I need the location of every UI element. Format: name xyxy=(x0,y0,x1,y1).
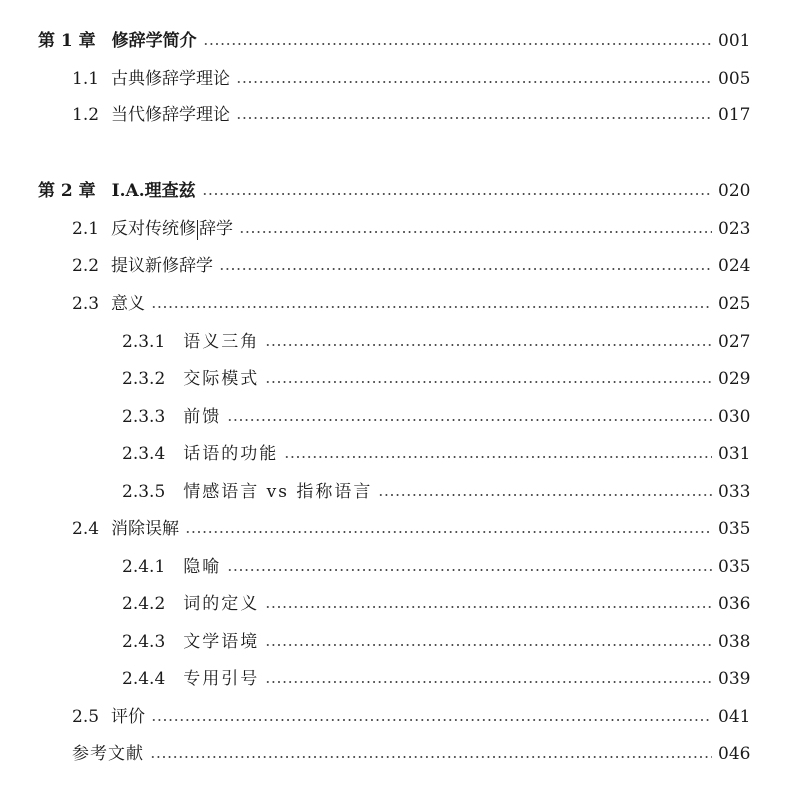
dot-leader xyxy=(378,494,712,496)
toc-references[interactable] xyxy=(72,739,750,769)
subsection-title: 专用引号 xyxy=(183,669,260,689)
chapter-title: 修辞学简介 xyxy=(111,31,197,51)
dot-leader xyxy=(265,606,712,608)
section-number: 2.2 xyxy=(72,256,100,276)
dot-leader xyxy=(151,306,712,308)
toc-section-2-4[interactable] xyxy=(72,514,750,544)
page-number: 039 xyxy=(718,669,751,689)
toc-subsection-2-3-3[interactable] xyxy=(122,402,750,432)
toc-chapter-1[interactable] xyxy=(38,26,750,56)
dot-leader xyxy=(150,756,712,758)
chapter-number: 第 1 章 xyxy=(38,31,96,51)
toc-subsection-2-3-2[interactable] xyxy=(122,364,750,394)
subsection-number: 2.4.4 xyxy=(122,669,166,689)
section-title: 当代修辞学理论 xyxy=(111,105,231,125)
page-number: 036 xyxy=(718,594,751,614)
subsection-title: 情感语言 vs 指称语言 xyxy=(183,482,373,502)
chapter-number: 第 2 章 xyxy=(38,181,96,201)
subsection-number: 2.3.4 xyxy=(122,444,166,464)
toc-subsection-2-4-2[interactable] xyxy=(122,589,750,619)
subsection-number: 2.3.5 xyxy=(122,482,166,502)
subsection-title: 前馈 xyxy=(183,407,222,427)
subsection-title: 语义三角 xyxy=(183,332,260,352)
section-title xyxy=(99,214,233,244)
subsection-number: 2.3.3 xyxy=(122,407,166,427)
section-number: 1.2 xyxy=(72,105,100,125)
subsection-number: 2.4.2 xyxy=(122,594,166,614)
section-title: 提议新修辞学 xyxy=(111,256,214,276)
page-number: 023 xyxy=(718,219,751,239)
section-title: 古典修辞学理论 xyxy=(111,69,231,89)
page-number: 035 xyxy=(718,519,751,539)
dot-leader xyxy=(227,569,712,571)
page-number: 041 xyxy=(718,707,751,727)
subsection-number: 2.3.2 xyxy=(122,369,166,389)
dot-leader xyxy=(236,81,712,83)
page-number: 005 xyxy=(718,69,751,89)
subsection-title: 话语的功能 xyxy=(183,444,279,464)
dot-leader xyxy=(284,456,712,458)
chapter-title: I.A.理查兹 xyxy=(111,181,196,201)
page-number: 027 xyxy=(718,332,751,352)
subsection-title: 文学语境 xyxy=(183,632,260,652)
dot-leader xyxy=(202,193,712,195)
section-number: 2.5 xyxy=(72,707,100,727)
toc-subsection-2-4-4[interactable] xyxy=(122,664,750,694)
dot-leader xyxy=(265,381,712,383)
toc-subsection-2-3-1[interactable] xyxy=(122,327,750,357)
section-title: 意义 xyxy=(111,294,146,314)
toc-section-1-2[interactable] xyxy=(72,100,750,130)
toc-subsection-2-4-3[interactable] xyxy=(122,627,750,657)
dot-leader xyxy=(236,117,712,119)
page-number: 031 xyxy=(718,444,751,464)
section-number: 1.1 xyxy=(72,69,100,89)
section-title: 评价 xyxy=(111,707,146,727)
dot-leader xyxy=(203,43,712,45)
section-title-part-b: 辞学 xyxy=(199,219,234,239)
dot-leader xyxy=(227,419,712,421)
section-number: 2.1 xyxy=(72,219,100,239)
dot-leader xyxy=(239,231,712,233)
page-number: 020 xyxy=(718,181,751,201)
dot-leader xyxy=(265,344,712,346)
page-number: 001 xyxy=(718,31,751,51)
toc-section-1-1[interactable] xyxy=(72,64,750,94)
toc-subsection-2-4-1[interactable] xyxy=(122,552,750,582)
dot-leader xyxy=(265,681,712,683)
toc-section-2-5[interactable] xyxy=(72,702,750,732)
page-number: 029 xyxy=(718,369,751,389)
dot-leader xyxy=(265,644,712,646)
section-number: 2.4 xyxy=(72,519,100,539)
section-title: 消除误解 xyxy=(111,519,180,539)
toc-section-2-3[interactable] xyxy=(72,289,750,319)
subsection-title: 词的定义 xyxy=(183,594,260,614)
page-number: 025 xyxy=(718,294,751,314)
dot-leader xyxy=(151,719,712,721)
page-number: 035 xyxy=(718,557,751,577)
section-number: 2.3 xyxy=(72,294,100,314)
dot-leader xyxy=(185,531,712,533)
subsection-number: 2.4.1 xyxy=(122,557,166,577)
toc-chapter-2[interactable] xyxy=(38,176,750,206)
references-title: 参考文献 xyxy=(72,744,144,764)
page-number: 038 xyxy=(718,632,751,652)
page-number: 017 xyxy=(718,105,751,125)
toc-subsection-2-3-4[interactable] xyxy=(122,439,750,469)
toc-section-2-1[interactable] xyxy=(72,214,750,244)
text-cursor xyxy=(197,220,198,240)
toc-section-2-2[interactable] xyxy=(72,251,750,281)
page-number: 030 xyxy=(718,407,751,427)
subsection-title: 交际模式 xyxy=(183,369,260,389)
section-title-part-a: 反对传统修 xyxy=(111,219,197,239)
page-number: 046 xyxy=(718,744,751,764)
page-number: 024 xyxy=(718,256,751,276)
subsection-number: 2.4.3 xyxy=(122,632,166,652)
subsection-title: 隐喻 xyxy=(183,557,222,577)
subsection-number: 2.3.1 xyxy=(122,332,166,352)
page-number: 033 xyxy=(718,482,751,502)
toc-subsection-2-3-5[interactable] xyxy=(122,477,750,507)
dot-leader xyxy=(219,268,712,270)
